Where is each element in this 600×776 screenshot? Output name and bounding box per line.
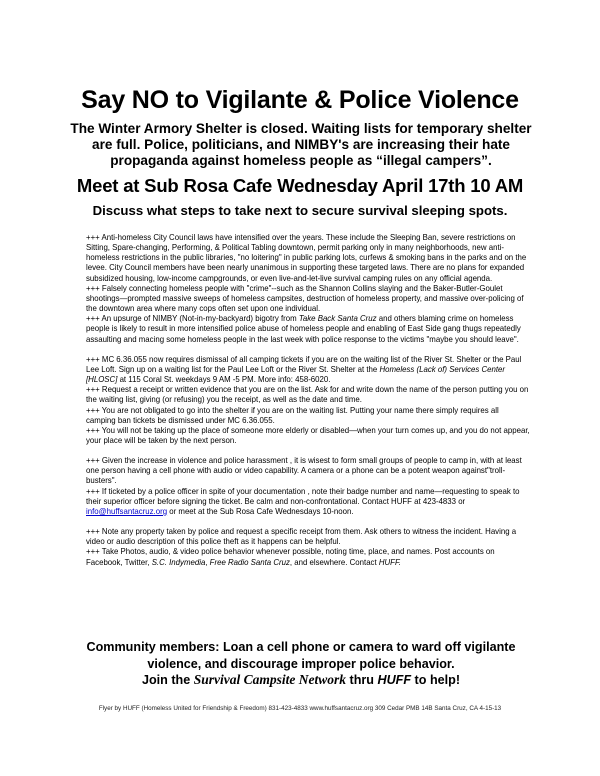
meeting-announcement: Meet at Sub Rosa Cafe Wednesday April 17th 10 AM [76, 175, 524, 196]
closing-call [70, 639, 532, 689]
paragraph-not-obligated: +++ You are not obligated to go into the shelter if you are on the waiting list. Putting your name there simply requires all camping ban tickets be dismissed under MC 6.36.055. [86, 405, 499, 425]
discussion-topic: Discuss what steps to take next to secure survival sleeping spots. [92, 203, 508, 218]
paragraph-council-laws: +++ Anti-homeless City Council laws have intensified over the years. These include the Sleeping Ban, severe restrictions on Sitting, Spare-changing, Performing, & Political Tabling downtown, permit parking only in many neighborhoods, new anti-homeless restrictions in the public libraries, "no loitering" in public parking lots, curfews & smoking bans in the parks and on the levee. City Council members have been nearly unanimous in supporting these targeted laws. There are no plans for expanded subsidized housing, low-income campgrounds, or even live-and-let-live survival camping rules on any official agenda. [86, 233, 527, 283]
flyer-title: Say NO to Vigilante & Police Violence [81, 86, 519, 114]
paragraph-waiting-list: +++ MC 6.36.055 now requires dismissal of all camping tickets if you are on the waiting list of the River St. Shelter or the Paul Lee Loft. Sign up on a waiting list for the Paul Lee Loft or the River St. Shelter at the Homeless (Lack of) Services Center [HLOSC] at 115 Coral St. weekdays 9 AM -5 PM. More info: 458-6020. [86, 354, 522, 385]
email-link[interactable]: info@huffsantacruz.org [86, 506, 168, 516]
flyer-body [86, 233, 530, 568]
paragraph-place-taken: +++ You will not be taking up the place of someone more elderly or disabled—when your turn comes up, and you do not appear, your place will be taken by the next person. [86, 425, 530, 445]
paragraph-nimby: +++ An upsurge of NIMBY (Not-in-my-backyard) bigotry from Take Back Santa Cruz and others blaming crime on homeless people is likely to result in more intensified police abuse of homeless people and enabling of East Side gang thugs repeatedly assaulting and macing some homeless people in the last week with police response to the victims "maybe you should leave". [86, 314, 521, 344]
intro-paragraph: The Winter Armory Shelter is closed. Waiting lists for temporary shelter are full. Police, politicians, and NIMBY's are increasing their hate propaganda against homeless people as “illegal campers”. [70, 121, 532, 168]
network-name: Survival Campsite Network [193, 672, 346, 687]
paragraph-property: +++ Note any property taken by police and request a specific receipt from them. Ask others to witness the incident. Having a video or audio description of this police theft as it happens can be helpful. [86, 527, 517, 547]
closing-join: Join the Survival Campsite Network thru HUFF to help! [141, 672, 461, 687]
flyer-footer: Flyer by HUFF (Homeless United for Friendship & Freedom) 831-423-4833 www.huffsantacruz.org 309 Cedar PMB 14B Santa Cruz, CA 4-15-13 [98, 705, 502, 712]
paragraph-small-groups: +++ Given the increase in violence and police harassment , it is wisest to form small groups of people to camp in, with at least one person having a cell phone with audio or video capability. A camera or a phone can be a potent weapon against"troll-busters". [86, 456, 522, 486]
closing-community: Community members: Loan a cell phone or camera to ward off vigilante violence, and discourage improper police behavior. [86, 640, 516, 671]
paragraph-false-crime: +++ Falsely connecting homeless people with "crime"--such as the Shannon Collins slaying and the Baker-Butler-Goulet shootings—prompted massive sweeps of homeless campsites, destruction of homeless property, and massive over-policing of the downtown area where many cops often set upon one individual. [86, 283, 524, 314]
paragraph-if-ticketed: +++ If ticketed by a police officer in spite of your documentation , note their badge number and name—requesting to speak to their superior officer before signing the ticket. Be calm and non-confrontational. Contact HUFF at 423-4833 or info@huffsantacruz.org or meet at the Sub Rosa Cafe Wednesdays 10-noon. [86, 486, 520, 516]
paragraph-photos: +++ Take Photos, audio, & video police behavior whenever possible, noting time, place, and names. Post accounts on Facebook, Twitter, S.C. Indymedia, Free Radio Santa Cruz, and elsewhere. Contact HUFF. [86, 547, 495, 567]
paragraph-receipt: +++ Request a receipt or written evidence that you are on the list. Ask for and write down the name of the person putting you on the waiting list, giving (or refusing) you the receipt, as well as the date and time. [86, 385, 529, 405]
